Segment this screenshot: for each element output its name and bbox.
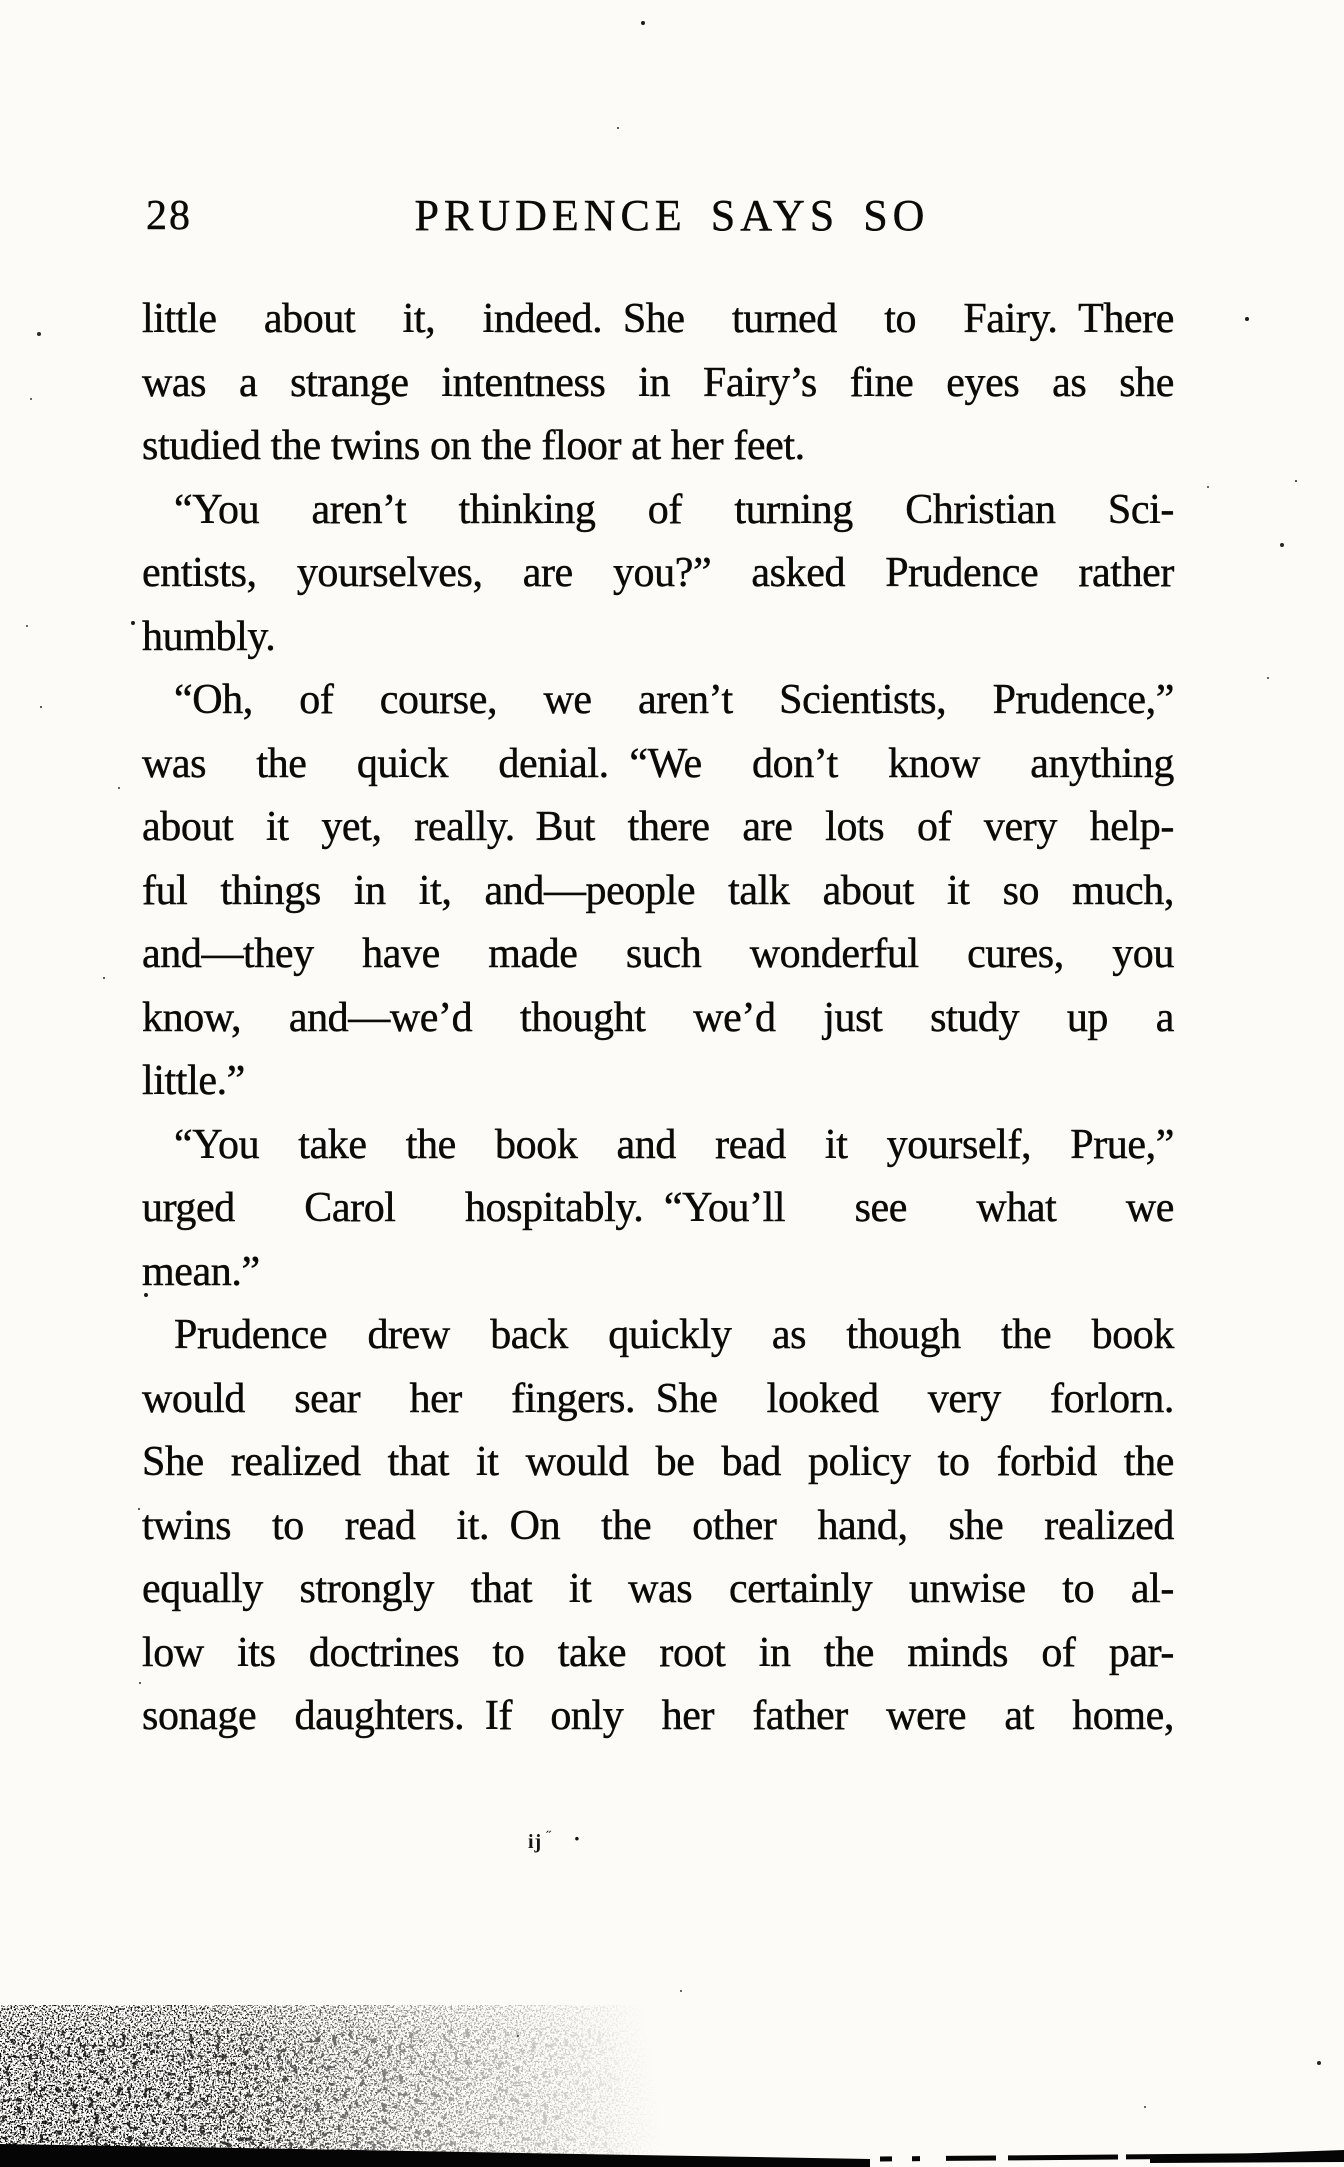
text-line: “Oh, of course, we aren’t Scientists, Prudence,” [174, 677, 1174, 723]
body-text [142, 288, 1174, 1749]
text-line: “You aren’t thinking of turning Christian Sci- [174, 486, 1174, 533]
stray-ink-mark [528, 1826, 581, 1854]
text-line: would sear her fingers. She looked very forlorn. [142, 1375, 1174, 1422]
text-line: was the quick denial. “We don’t know anything [142, 740, 1174, 787]
text-line: and—they have made such wonderful cures, you [142, 931, 1174, 977]
running-title: PRUDENCE SAYS SO [414, 191, 930, 240]
text-line: ful things in it, and—people talk about it so much, [142, 867, 1174, 914]
text-line: twins to read it. On the other hand, she realized [142, 1502, 1174, 1549]
page-number: 28 [146, 193, 192, 239]
scan-speck-dots [0, 0, 2, 2]
stray-ink-tick: ˝ [546, 1829, 552, 1845]
text-line: equally strongly that it was certainly unwise to al- [142, 1566, 1174, 1612]
scan-edge-smudge [0, 2005, 1344, 2167]
text-line: little about it, indeed. She turned to Fairy. There [142, 296, 1174, 342]
text-line: mean.” [142, 1248, 260, 1295]
text-line: was a strange intentness in Fairy’s fine eyes as she [142, 359, 1174, 406]
bottom-edge-right [1150, 2150, 1344, 2163]
text-line: entists, yourselves, are you?” asked Prudence rather [142, 550, 1174, 596]
text-line: sonage daughters. If only her father were at home, [142, 1693, 1174, 1739]
text-line: low its doctrines to take root in the minds of par- [142, 1629, 1174, 1676]
text-line: urged Carol hospitably. “You’ll see what we [142, 1185, 1174, 1231]
text-line: know, and—we’d thought we’d just study up a [142, 994, 1174, 1041]
text-line: She realized that it would be bad policy to forbid the [142, 1439, 1174, 1485]
running-head [0, 184, 1344, 248]
text-line: studied the twins on the floor at her feet. [142, 423, 805, 469]
text-line: humbly. [142, 613, 276, 660]
text-line: little.” [142, 1058, 245, 1104]
text-line: Prudence drew back quickly as though the book [174, 1312, 1174, 1358]
text-line: about it yet, really. But there are lots of very help- [142, 804, 1174, 850]
speckle-cloud [0, 2005, 800, 2167]
stray-ink-glyphs: ij [528, 1831, 543, 1853]
stray-ink-dot: · [573, 1826, 581, 1851]
text-line: “You take the book and read it yourself, Prue,” [174, 1121, 1174, 1168]
